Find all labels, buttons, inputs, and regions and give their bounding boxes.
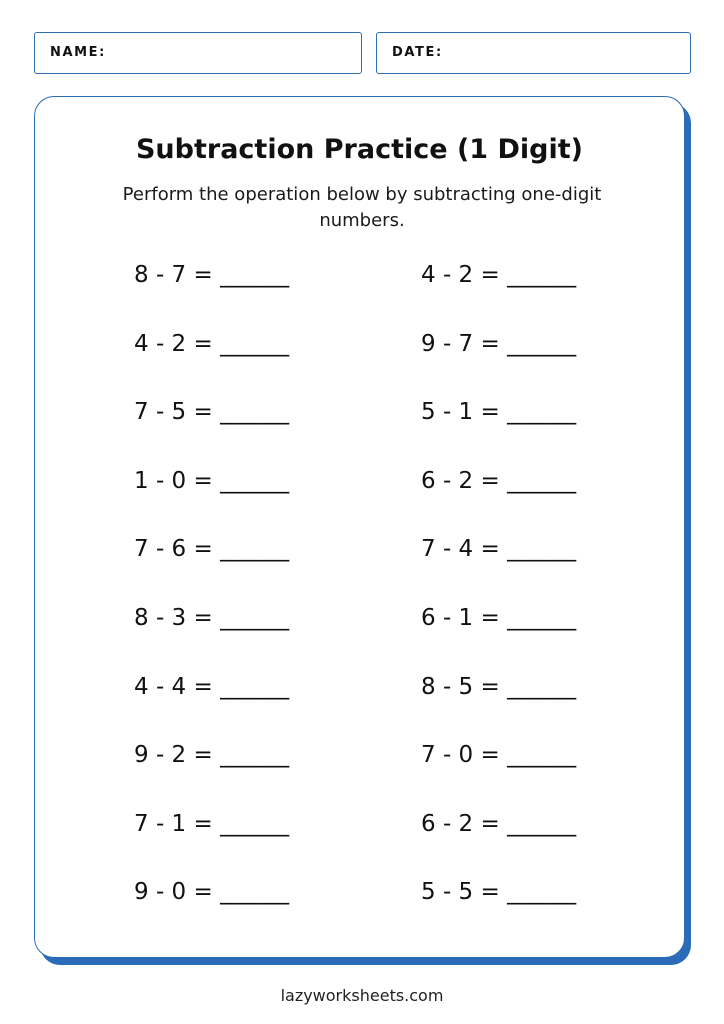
- problem-right-4[interactable]: 6 - 2 = ______: [421, 468, 577, 494]
- problem-left-2[interactable]: 4 - 2 = ______: [134, 331, 290, 357]
- problem-right-6[interactable]: 6 - 1 = ______: [421, 605, 577, 631]
- problem-left-10[interactable]: 9 - 0 = ______: [134, 879, 290, 905]
- worksheet-instructions: Perform the operation below by subtracting one-digit numbers.: [122, 184, 602, 231]
- problem-right-8[interactable]: 7 - 0 = ______: [421, 742, 577, 768]
- problem-left-8[interactable]: 9 - 2 = ______: [134, 742, 290, 768]
- problem-right-2[interactable]: 9 - 7 = ______: [421, 331, 577, 357]
- problem-right-9[interactable]: 6 - 2 = ______: [421, 811, 577, 837]
- problem-right-5[interactable]: 7 - 4 = ______: [421, 536, 577, 562]
- footer-site-link[interactable]: lazyworksheets.com: [280, 986, 444, 1005]
- name-field[interactable]: [34, 32, 362, 74]
- problem-left-7[interactable]: 4 - 4 = ______: [134, 674, 290, 700]
- problem-right-7[interactable]: 8 - 5 = ______: [421, 674, 577, 700]
- problem-right-10[interactable]: 5 - 5 = ______: [421, 879, 577, 905]
- date-label: DATE:: [392, 45, 443, 60]
- name-label: NAME:: [50, 45, 106, 60]
- problem-left-4[interactable]: 1 - 0 = ______: [134, 468, 290, 494]
- problem-right-3[interactable]: 5 - 1 = ______: [421, 399, 577, 425]
- problem-left-5[interactable]: 7 - 6 = ______: [134, 536, 290, 562]
- problem-left-9[interactable]: 7 - 1 = ______: [134, 811, 290, 837]
- date-field[interactable]: [376, 32, 691, 74]
- worksheet-title: Subtraction Practice (1 Digit): [135, 134, 583, 165]
- problem-left-3[interactable]: 7 - 5 = ______: [134, 399, 290, 425]
- problem-right-1[interactable]: 4 - 2 = ______: [421, 262, 577, 288]
- problem-left-6[interactable]: 8 - 3 = ______: [134, 605, 290, 631]
- problem-left-1[interactable]: 8 - 7 = ______: [134, 262, 290, 288]
